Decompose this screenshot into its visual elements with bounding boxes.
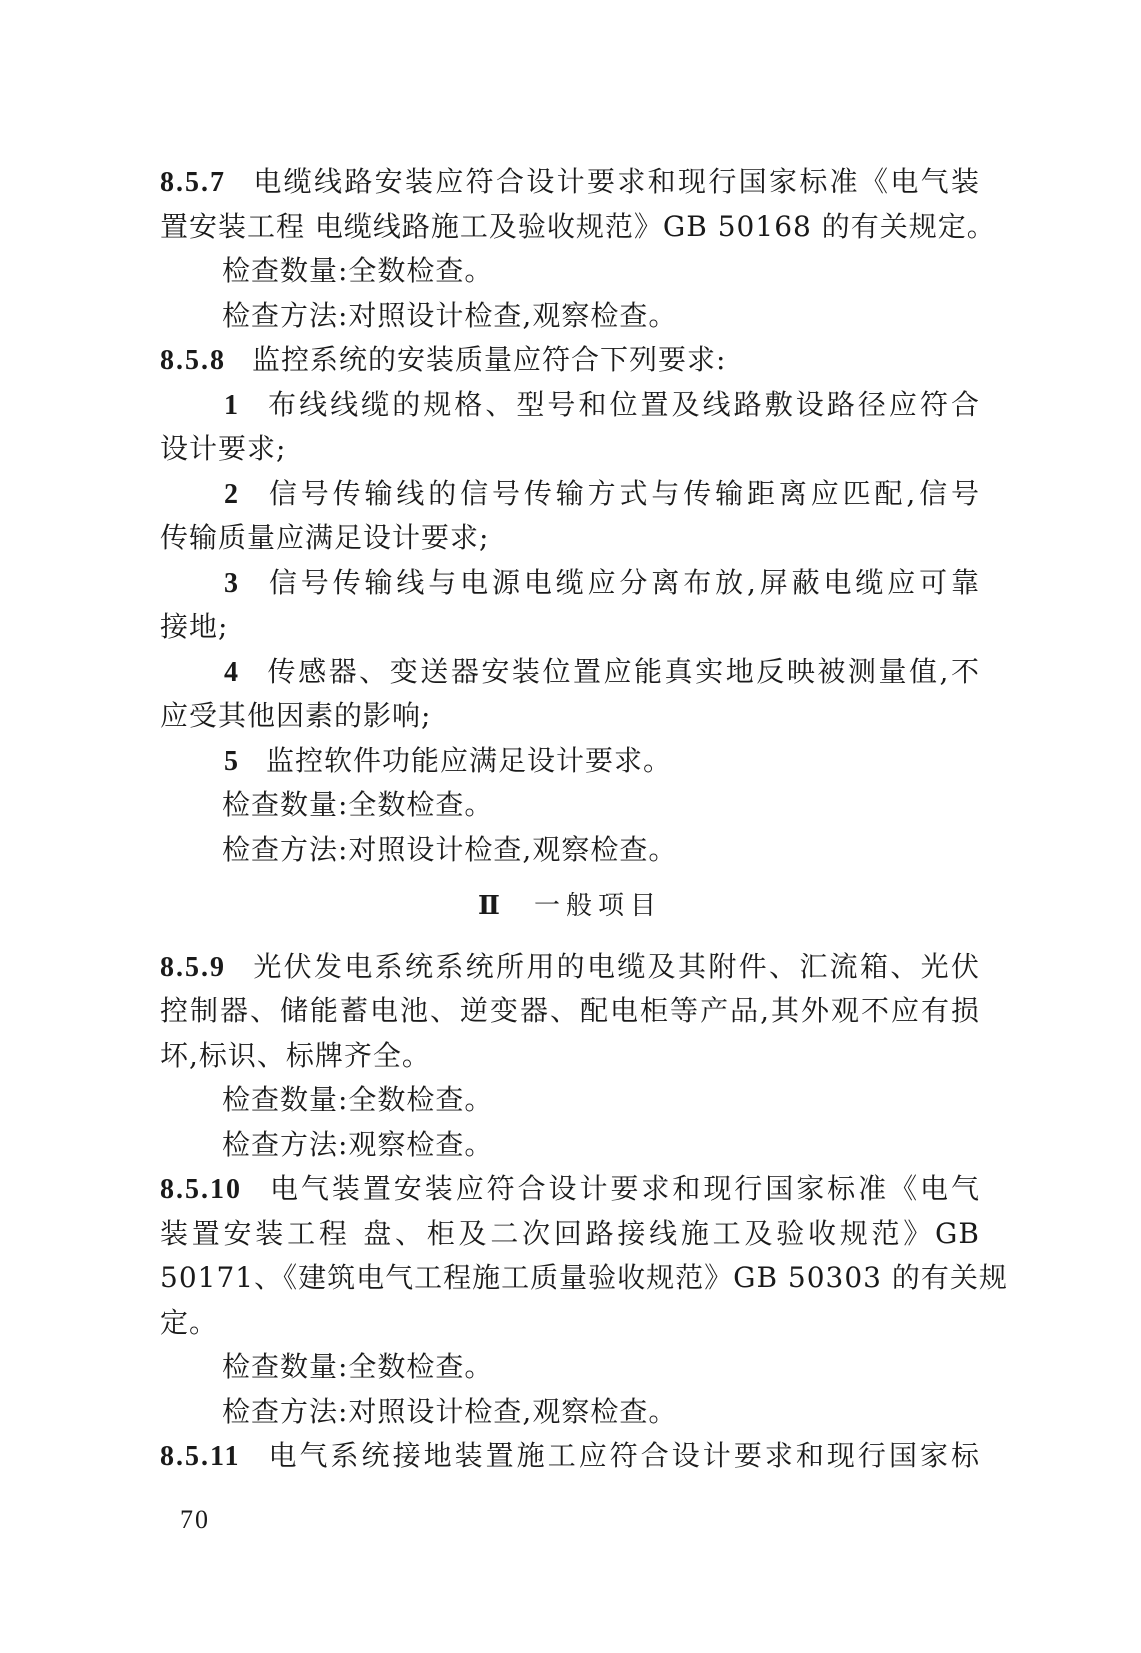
clause-number: 8.5.10	[160, 1174, 242, 1205]
clause-text: 电气装置安装应符合设计要求和现行国家标准《电气	[268, 1172, 980, 1205]
clause-8-5-7-line-2: 置安装工程 电缆线路施工及验收规范》GB 50168 的有关规定。	[160, 209, 996, 243]
clause-8-5-9-line-2: 控制器、储能蓄电池、逆变器、配电柜等产品,其外观不应有损	[160, 994, 980, 1027]
clause-8-5-10-line-3: 50171、《建筑电气工程施工质量验收规范》GB 50303 的有关规	[160, 1261, 1008, 1294]
check-quantity: 检查数量:全数检查。	[222, 1083, 494, 1116]
item-text: 传感器、变送器安装位置应能真实地反映被测量值,不	[266, 654, 980, 688]
list-item-1-line-1	[160, 383, 980, 428]
list-item-4-line-2: 应受其他因素的影响;	[160, 699, 432, 732]
clause-8-5-10-line-4: 定。	[160, 1305, 219, 1339]
clause-number: 8.5.11	[160, 1441, 241, 1472]
check-quantity: 检查数量:全数检查。	[222, 1350, 494, 1383]
clause-8-5-9-line-3: 坏,标识、标牌齐全。	[160, 1038, 431, 1072]
clause-text: 监控系统的安装质量应符合下列要求:	[252, 343, 727, 376]
check-method: 检查方法:观察检查。	[222, 1127, 494, 1161]
clause-8-5-8-line-1	[160, 338, 980, 383]
page-number: 70	[180, 1505, 210, 1534]
list-item-5-line-1	[160, 739, 980, 784]
section-heading	[160, 884, 980, 929]
document-page	[160, 160, 1008, 1479]
clause-number: 8.5.9	[160, 951, 226, 983]
list-item-3-line-2: 接地;	[160, 610, 229, 643]
item-text: 监控软件功能应满足设计要求。	[266, 743, 673, 777]
clause-text: 电气系统接地装置施工应符合设计要求和现行国家标	[266, 1439, 980, 1472]
item-number: 3	[224, 567, 239, 599]
section-roman-numeral: Ⅱ	[478, 891, 506, 920]
clause-8-5-9-line-1	[160, 945, 980, 990]
check-method: 检查方法:对照设计检查,观察检查。	[222, 298, 678, 332]
clause-8-5-10-line-2: 装置安装工程 盘、柜及二次回路接线施工及验收规范》GB	[160, 1216, 980, 1250]
check-quantity: 检查数量:全数检查。	[222, 254, 494, 287]
clause-8-5-11-line-1	[160, 1434, 980, 1479]
item-number: 2	[224, 478, 239, 510]
check-method: 检查方法:对照设计检查,观察检查。	[222, 1394, 678, 1428]
item-text: 信号传输线与电源电缆应分离布放,屏蔽电缆应可靠	[266, 565, 980, 599]
section-title-text: 一般项目	[533, 891, 662, 921]
clause-8-5-7-line-1	[160, 160, 980, 205]
item-number: 4	[224, 656, 239, 688]
list-item-1-line-2: 设计要求;	[160, 432, 287, 465]
clause-8-5-10-line-1	[160, 1167, 980, 1212]
item-text: 信号传输线的信号传输方式与传输距离应匹配,信号	[266, 476, 980, 510]
clause-number: 8.5.7	[160, 167, 226, 198]
item-number: 5	[224, 745, 239, 777]
check-quantity: 检查数量:全数检查。	[222, 788, 494, 821]
check-method: 检查方法:对照设计检查,观察检查。	[222, 832, 678, 866]
clause-text: 光伏发电系统系统所用的电缆及其附件、汇流箱、光伏	[252, 949, 980, 983]
item-number: 1	[224, 389, 239, 421]
list-item-3-line-1	[160, 561, 980, 606]
list-item-2-line-2: 传输质量应满足设计要求;	[160, 521, 490, 554]
item-text: 布线线缆的规格、型号和位置及线路敷设路径应符合	[266, 387, 980, 421]
list-item-4-line-1	[160, 650, 980, 695]
clause-text: 电缆线路安装应符合设计要求和现行国家标准《电气装	[252, 165, 980, 198]
list-item-2-line-1	[160, 472, 980, 517]
clause-number: 8.5.8	[160, 345, 226, 376]
